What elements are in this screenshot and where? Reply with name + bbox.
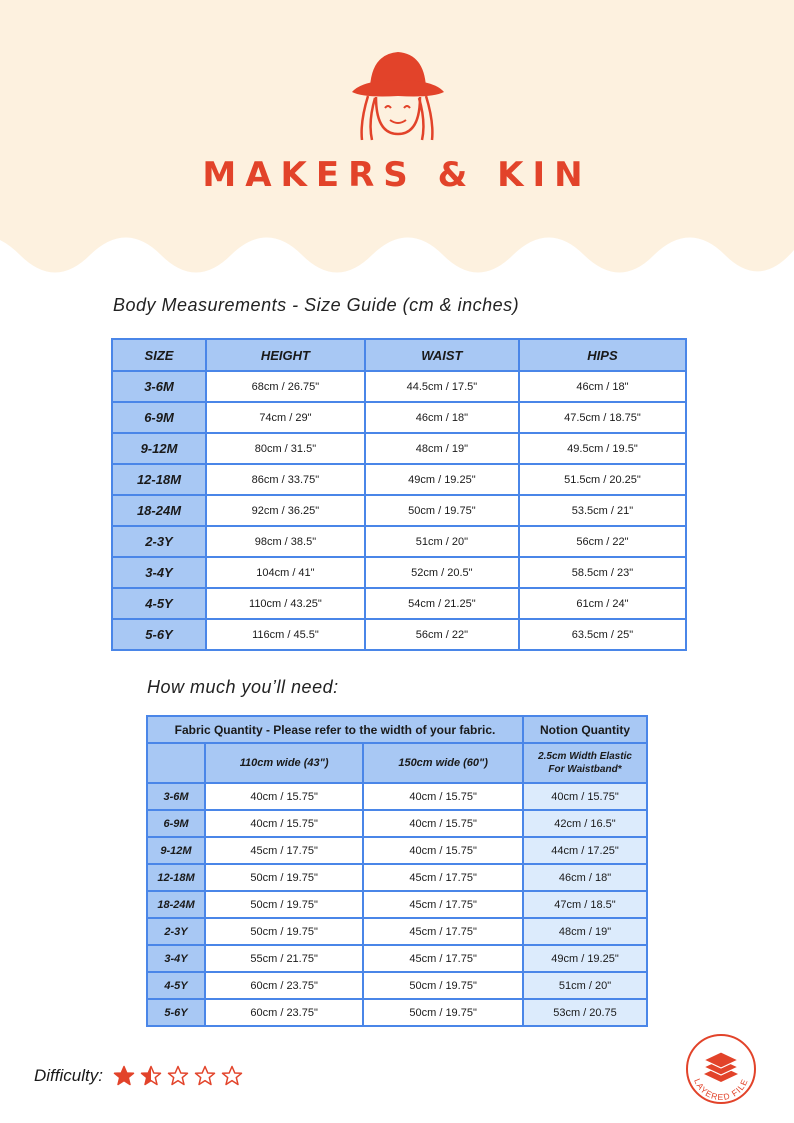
star-filled-icon: [113, 1065, 135, 1087]
hips-cell: 56cm / 22": [519, 526, 686, 557]
size-cell: 18-24M: [147, 891, 205, 918]
hips-cell: 46cm / 18": [519, 371, 686, 402]
elastic-cell: 46cm / 18": [523, 864, 647, 891]
elastic-cell: 48cm / 19": [523, 918, 647, 945]
table-row: [147, 783, 647, 810]
table-row: [147, 972, 647, 999]
height-cell: 86cm / 33.75": [206, 464, 365, 495]
table-row: [112, 557, 686, 588]
fabric-150-cell: 50cm / 19.75": [363, 999, 523, 1026]
size-cell: 2-3Y: [147, 918, 205, 945]
elastic-cell: 53cm / 20.75: [523, 999, 647, 1026]
size-cell: 5-6Y: [112, 619, 206, 650]
difficulty-rating: [34, 1065, 248, 1087]
fabric-150-cell: 50cm / 19.75": [363, 972, 523, 999]
table-row: [112, 495, 686, 526]
fabric-150-cell: 40cm / 15.75": [363, 783, 523, 810]
waist-cell: 56cm / 22": [365, 619, 519, 650]
star-rating: [113, 1065, 248, 1087]
fabric-needs-title: How much you’ll need:: [147, 677, 339, 697]
star-empty-icon: [167, 1065, 189, 1087]
size-guide-title: Body Measurements - Size Guide (cm & inches): [113, 295, 520, 315]
elastic-header-line-1: 2.5cm Width Elastic: [538, 751, 632, 762]
hips-cell: 47.5cm / 18.75": [519, 402, 686, 433]
waist-cell: 46cm / 18": [365, 402, 519, 433]
size-cell: 12-18M: [147, 864, 205, 891]
blank-header-cell: [147, 743, 205, 783]
elastic-cell: 47cm / 18.5": [523, 891, 647, 918]
hips-cell: 58.5cm / 23": [519, 557, 686, 588]
fabric-150-cell: 45cm / 17.75": [363, 945, 523, 972]
fabric-110-cell: 45cm / 17.75": [205, 837, 363, 864]
size-cell: 3-6M: [112, 371, 206, 402]
fabric-150-cell: 45cm / 17.75": [363, 864, 523, 891]
fabric-110-cell: 40cm / 15.75": [205, 810, 363, 837]
waist-cell: 52cm / 20.5": [365, 557, 519, 588]
elastic-cell: 40cm / 15.75": [523, 783, 647, 810]
size-cell: 2-3Y: [112, 526, 206, 557]
layers-icon: [704, 1052, 738, 1082]
size-cell: 18-24M: [112, 495, 206, 526]
table-row: [112, 526, 686, 557]
size-guide-header-row: [112, 339, 686, 371]
star-empty-icon: [194, 1065, 216, 1087]
elastic-cell: 44cm / 17.25": [523, 837, 647, 864]
table-row: [147, 945, 647, 972]
table-row: [147, 837, 647, 864]
table-row: [147, 864, 647, 891]
fabric-110-cell: 60cm / 23.75": [205, 972, 363, 999]
table-row: [112, 402, 686, 433]
layered-file-badge: [684, 1032, 758, 1106]
elastic-cell: 49cm / 19.25": [523, 945, 647, 972]
column-header-height: HEIGHT: [206, 339, 365, 371]
fabric-subheader-row: [147, 743, 647, 783]
size-cell: 4-5Y: [147, 972, 205, 999]
size-cell: 5-6Y: [147, 999, 205, 1026]
width-110-header: 110cm wide (43"): [205, 743, 363, 783]
fabric-150-cell: 40cm / 15.75": [363, 810, 523, 837]
size-cell: 3-4Y: [112, 557, 206, 588]
difficulty-label: Difficulty:: [34, 1066, 103, 1085]
hips-cell: 51.5cm / 20.25": [519, 464, 686, 495]
column-header-size: SIZE: [112, 339, 206, 371]
hips-cell: 53.5cm / 21": [519, 495, 686, 526]
logo-girl-hat-icon: [332, 42, 462, 147]
brand-name: MAKERS & KIN: [202, 155, 592, 195]
fabric-header-row: [147, 716, 647, 743]
table-row: [147, 891, 647, 918]
table-row: [147, 918, 647, 945]
height-cell: 92cm / 36.25": [206, 495, 365, 526]
fabric-quantity-table: [146, 715, 648, 1027]
badge-label: LAYERED FILE: [692, 1076, 750, 1103]
table-row: [112, 433, 686, 464]
table-row: [112, 588, 686, 619]
size-cell: 3-6M: [147, 783, 205, 810]
fabric-quantity-header: Fabric Quantity - Please refer to the width of your fabric.: [147, 716, 523, 743]
fabric-150-cell: 40cm / 15.75": [363, 837, 523, 864]
fabric-150-cell: 45cm / 17.75": [363, 918, 523, 945]
size-cell: 12-18M: [112, 464, 206, 495]
elastic-header: [523, 743, 647, 783]
table-row: [147, 999, 647, 1026]
fabric-150-cell: 45cm / 17.75": [363, 891, 523, 918]
hips-cell: 49.5cm / 19.5": [519, 433, 686, 464]
height-cell: 74cm / 29": [206, 402, 365, 433]
size-cell: 9-12M: [147, 837, 205, 864]
size-cell: 3-4Y: [147, 945, 205, 972]
elastic-header-line-2: For Waistband*: [548, 764, 622, 775]
height-cell: 110cm / 43.25": [206, 588, 365, 619]
fabric-110-cell: 50cm / 19.75": [205, 918, 363, 945]
star-empty-icon: [221, 1065, 243, 1087]
height-cell: 116cm / 45.5": [206, 619, 365, 650]
size-cell: 6-9M: [112, 402, 206, 433]
elastic-cell: 51cm / 20": [523, 972, 647, 999]
waist-cell: 48cm / 19": [365, 433, 519, 464]
table-row: [112, 619, 686, 650]
hips-cell: 63.5cm / 25": [519, 619, 686, 650]
fabric-110-cell: 40cm / 15.75": [205, 783, 363, 810]
notion-quantity-header: Notion Quantity: [523, 716, 647, 743]
star-half-icon: [140, 1065, 162, 1087]
hips-cell: 61cm / 24": [519, 588, 686, 619]
waist-cell: 54cm / 21.25": [365, 588, 519, 619]
waist-cell: 51cm / 20": [365, 526, 519, 557]
width-150-header: 150cm wide (60"): [363, 743, 523, 783]
size-cell: 9-12M: [112, 433, 206, 464]
waist-cell: 50cm / 19.75": [365, 495, 519, 526]
fabric-110-cell: 50cm / 19.75": [205, 864, 363, 891]
column-header-hips: HIPS: [519, 339, 686, 371]
height-cell: 104cm / 41": [206, 557, 365, 588]
waist-cell: 49cm / 19.25": [365, 464, 519, 495]
fabric-110-cell: 60cm / 23.75": [205, 999, 363, 1026]
waist-cell: 44.5cm / 17.5": [365, 371, 519, 402]
size-guide-table: [111, 338, 687, 651]
table-row: [112, 371, 686, 402]
table-row: [147, 810, 647, 837]
size-cell: 6-9M: [147, 810, 205, 837]
height-cell: 80cm / 31.5": [206, 433, 365, 464]
elastic-cell: 42cm / 16.5": [523, 810, 647, 837]
fabric-110-cell: 50cm / 19.75": [205, 891, 363, 918]
table-row: [112, 464, 686, 495]
height-cell: 98cm / 38.5": [206, 526, 365, 557]
height-cell: 68cm / 26.75": [206, 371, 365, 402]
fabric-110-cell: 55cm / 21.75": [205, 945, 363, 972]
size-cell: 4-5Y: [112, 588, 206, 619]
column-header-waist: WAIST: [365, 339, 519, 371]
